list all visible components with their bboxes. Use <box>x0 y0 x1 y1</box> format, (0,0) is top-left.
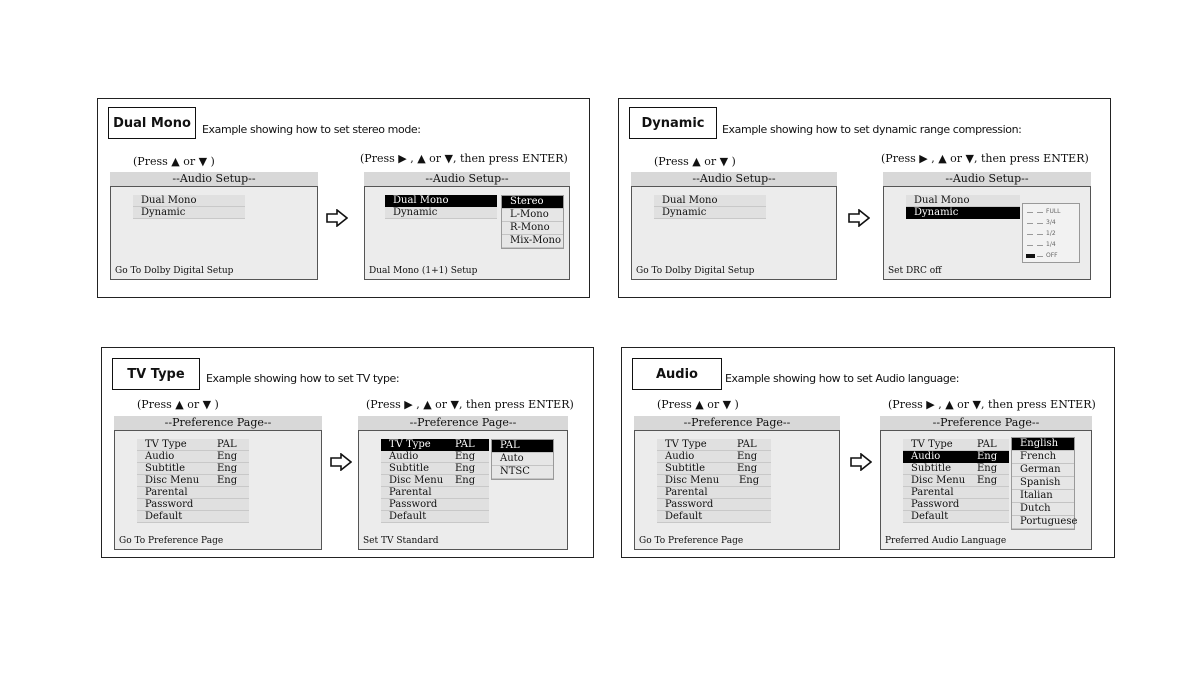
panel-description: Example showing how to set dynamic range compression: <box>722 123 1022 136</box>
next-step-arrow-icon <box>850 453 872 471</box>
option-l-mono: L-Mono <box>502 209 563 222</box>
option-pal: PAL <box>492 440 553 453</box>
menu-item-parental: Parental <box>903 487 1009 499</box>
panel-description: Example showing how to set TV type: <box>206 372 400 385</box>
drc-level-1-2: 1/2 <box>1046 230 1056 237</box>
screen-title: --Preference Page-- <box>358 416 568 430</box>
screen-title: --Audio Setup-- <box>631 172 837 186</box>
menu-item-password: Password <box>137 499 249 511</box>
menu-item-parental: Parental <box>657 487 771 499</box>
drc-level-1-4: 1/4 <box>1046 241 1056 248</box>
press-instruction: (Press ▲ or ▼ ) <box>657 398 739 411</box>
press-instruction: (Press ▶ , ▲ or ▼, then press ENTER) <box>366 398 574 411</box>
screen-footer: Go To Preference Page <box>119 536 224 546</box>
screen-title: --Preference Page-- <box>114 416 322 430</box>
press-instruction: (Press ▲ or ▼ ) <box>133 155 215 168</box>
menu-item-audio: Audio Eng <box>657 451 771 463</box>
osd-screen-after <box>880 430 1092 550</box>
drc-tick <box>1037 256 1043 257</box>
screen-footer: Dual Mono (1+1) Setup <box>369 266 478 276</box>
audio-language-submenu <box>1011 437 1078 530</box>
menu-item-audio-selected: Audio Eng <box>903 451 1009 463</box>
menu-item-tv-type: TV Type PAL <box>137 439 249 451</box>
drc-tick <box>1037 212 1043 213</box>
option-portuguese: Portuguese <box>1012 516 1074 529</box>
menu-item-dual-mono: Dual Mono <box>906 195 1020 207</box>
menu-item-default: Default <box>137 511 249 523</box>
panel-dynamic <box>618 98 1111 298</box>
osd-screen-before <box>114 430 322 550</box>
menu-item-subtitle: Subtitle Eng <box>903 463 1009 475</box>
osd-screen-after <box>364 186 570 280</box>
menu-item-dual-mono: Dual Mono <box>133 195 245 207</box>
drc-tick <box>1037 234 1043 235</box>
drc-tick <box>1027 234 1033 235</box>
option-r-mono: R-Mono <box>502 222 563 235</box>
menu-item-password: Password <box>903 499 1009 511</box>
panel-description: Example showing how to set stereo mode: <box>202 123 421 136</box>
drc-tick <box>1037 245 1043 246</box>
menu-item-disc-menu: Disc Menu Eng <box>903 475 1009 487</box>
screen-footer: Go To Preference Page <box>639 536 744 546</box>
drc-tick <box>1027 245 1033 246</box>
panel-description: Example showing how to set Audio language: <box>725 372 960 385</box>
drc-tick <box>1037 223 1043 224</box>
menu-item-tv-type-selected: TV Type PAL <box>381 439 489 451</box>
menu-item-disc-menu: Disc Menu Eng <box>657 475 771 487</box>
menu-item-default: Default <box>903 511 1009 523</box>
menu-item-disc-menu: Disc Menu Eng <box>137 475 249 487</box>
drc-tick <box>1027 212 1033 213</box>
drc-level-slider <box>1022 203 1080 263</box>
screen-footer: Go To Dolby Digital Setup <box>115 266 234 276</box>
menu-item-dynamic: Dynamic <box>385 207 497 219</box>
press-instruction: (Press ▶ , ▲ or ▼, then press ENTER) <box>888 398 1096 411</box>
press-instruction: (Press ▲ or ▼ ) <box>654 155 736 168</box>
panel-tv-type <box>101 347 594 558</box>
menu-item-tv-type: TV Type PAL <box>657 439 771 451</box>
menu-item-parental: Parental <box>381 487 489 499</box>
option-french: French <box>1012 451 1074 464</box>
menu-item-subtitle: Subtitle Eng <box>137 463 249 475</box>
screen-title: --Preference Page-- <box>880 416 1092 430</box>
screen-footer: Go To Dolby Digital Setup <box>636 266 755 276</box>
screen-footer: Preferred Audio Language <box>885 536 1007 546</box>
option-german: German <box>1012 464 1074 477</box>
next-step-arrow-icon <box>848 209 870 227</box>
screen-footer: Set DRC off <box>888 266 942 276</box>
menu-item-default: Default <box>381 511 489 523</box>
osd-screen-after <box>358 430 568 550</box>
screen-footer: Set TV Standard <box>363 536 439 546</box>
press-instruction: (Press ▶ , ▲ or ▼, then press ENTER) <box>360 152 568 165</box>
menu-item-subtitle: Subtitle Eng <box>657 463 771 475</box>
menu-item-tv-type: TV Type PAL <box>903 439 1009 451</box>
screen-title: --Audio Setup-- <box>110 172 318 186</box>
option-spanish: Spanish <box>1012 477 1074 490</box>
drc-slider-handle-icon <box>1026 254 1035 258</box>
next-step-arrow-icon <box>326 209 348 227</box>
panel-title: TV Type <box>112 358 200 390</box>
menu-item-dynamic: Dynamic <box>654 207 766 219</box>
drc-level-3-4: 3/4 <box>1046 219 1056 226</box>
press-instruction: (Press ▲ or ▼ ) <box>137 398 219 411</box>
drc-tick <box>1027 223 1033 224</box>
menu-item-parental: Parental <box>137 487 249 499</box>
drc-level-off: OFF <box>1046 252 1058 259</box>
menu-item-audio: Audio Eng <box>381 451 489 463</box>
screen-title: --Audio Setup-- <box>364 172 570 186</box>
menu-item-audio: Audio Eng <box>137 451 249 463</box>
menu-item-dual-mono-selected: Dual Mono <box>385 195 497 207</box>
panel-title: Audio <box>632 358 722 390</box>
osd-screen-before <box>634 430 840 550</box>
option-ntsc: NTSC <box>492 466 553 479</box>
panel-dual-mono <box>97 98 590 298</box>
menu-item-password: Password <box>657 499 771 511</box>
menu-item-dynamic: Dynamic <box>133 207 245 219</box>
menu-item-dual-mono: Dual Mono <box>654 195 766 207</box>
option-auto: Auto <box>492 453 553 466</box>
option-dutch: Dutch <box>1012 503 1074 516</box>
drc-level-full: FULL <box>1046 208 1061 215</box>
option-italian: Italian <box>1012 490 1074 503</box>
osd-screen-before <box>110 186 318 280</box>
panel-title: Dual Mono <box>108 107 196 139</box>
menu-item-password: Password <box>381 499 489 511</box>
panel-title: Dynamic <box>629 107 717 139</box>
screen-title: --Preference Page-- <box>634 416 840 430</box>
menu-item-subtitle: Subtitle Eng <box>381 463 489 475</box>
option-stereo: Stereo <box>502 196 563 209</box>
osd-screen-after <box>883 186 1091 280</box>
stereo-mode-submenu <box>501 195 564 249</box>
tv-standard-submenu <box>491 439 554 480</box>
menu-item-disc-menu: Disc Menu Eng <box>381 475 489 487</box>
option-english: English <box>1012 438 1074 451</box>
screen-title: --Audio Setup-- <box>883 172 1091 186</box>
panel-audio <box>621 347 1115 558</box>
option-mix-mono: Mix-Mono <box>502 235 563 248</box>
menu-item-default: Default <box>657 511 771 523</box>
next-step-arrow-icon <box>330 453 352 471</box>
osd-screen-before <box>631 186 837 280</box>
menu-item-dynamic-selected: Dynamic <box>906 207 1020 219</box>
press-instruction: (Press ▶ , ▲ or ▼, then press ENTER) <box>881 152 1089 165</box>
